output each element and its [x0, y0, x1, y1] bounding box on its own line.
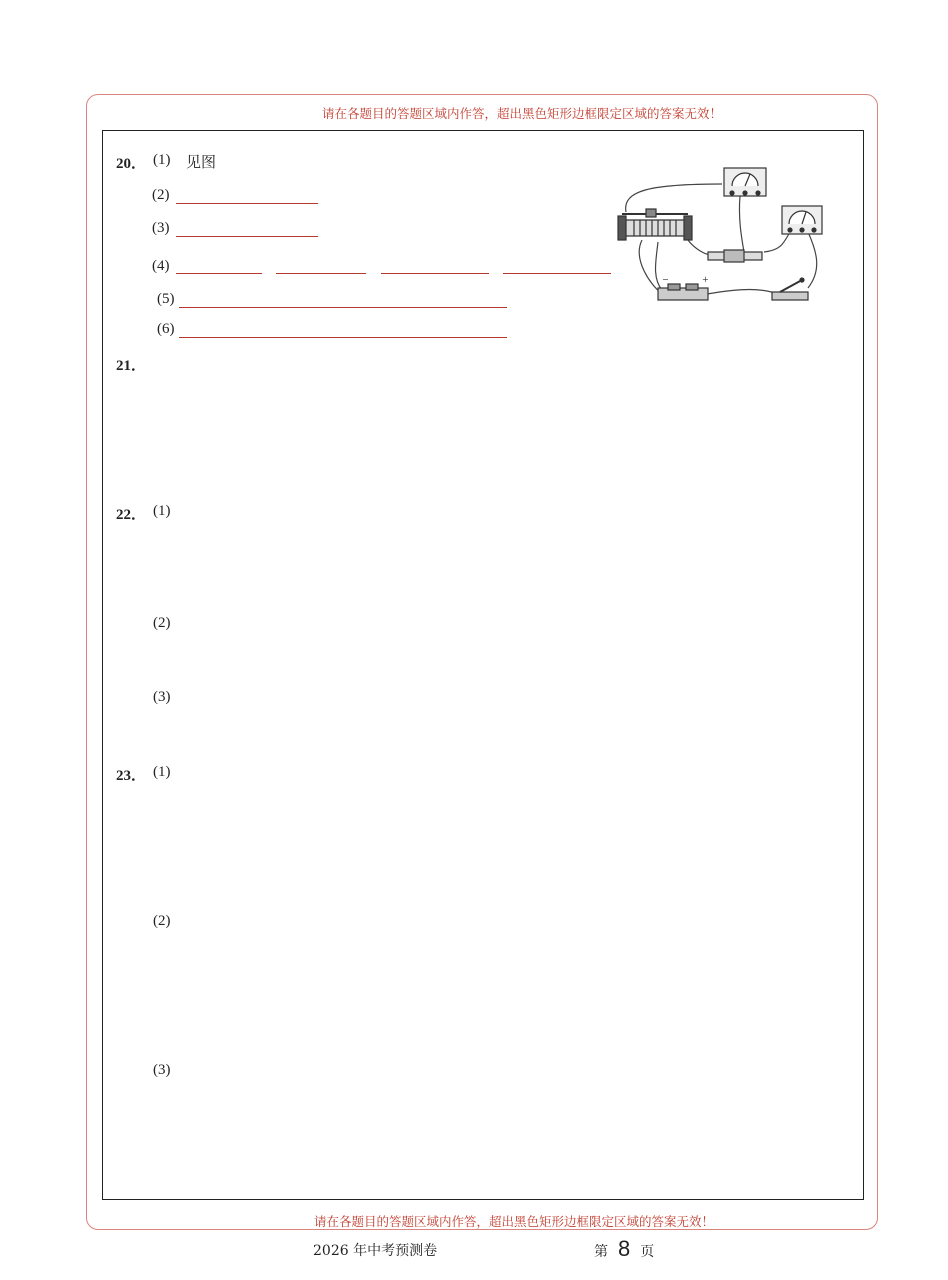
switch	[772, 278, 808, 300]
q20-part4-blank-4[interactable]	[503, 273, 611, 274]
page-prefix: 第	[594, 1244, 608, 1260]
q23-number: 23．	[116, 768, 147, 784]
q20-number: 20．	[116, 156, 147, 172]
exam-title: 2026 年中考预测卷	[313, 1243, 438, 1259]
page-indicator	[594, 1236, 654, 1262]
rheostat	[618, 209, 692, 240]
ammeter	[782, 206, 822, 234]
q20-part2-blank[interactable]	[176, 203, 318, 204]
bottom-notice: 请在各题目的答题区域内作答，超出黑色矩形边框限定区域的答案无效！	[313, 1214, 714, 1229]
q20-part3-blank[interactable]	[176, 236, 318, 237]
voltmeter	[724, 168, 766, 196]
q20-part4-blank-2[interactable]	[276, 273, 366, 274]
q20-part3-label: (3)	[152, 220, 170, 236]
q20-part4-blank-3[interactable]	[381, 273, 489, 274]
circuit-diagram	[612, 160, 838, 310]
q20-part1-text: 见图	[186, 153, 217, 171]
q21-number: 21．	[116, 358, 147, 374]
q22-number: 22．	[116, 507, 147, 523]
resistor	[708, 250, 762, 262]
svg-text:−: −	[662, 275, 669, 284]
q22-part3-label: (3)	[153, 689, 171, 705]
q20-part4-blank-1[interactable]	[176, 273, 262, 274]
q20-part2-label: (2)	[152, 187, 170, 203]
q23-part2-label: (2)	[153, 913, 171, 929]
page-number: 8	[618, 1236, 631, 1261]
q20-part4-label: (4)	[152, 258, 170, 274]
svg-text:+: +	[702, 275, 709, 284]
q20-part6-label: (6)	[157, 321, 175, 337]
page-suffix: 页	[640, 1244, 655, 1260]
battery	[658, 275, 709, 300]
q22-part1-label: (1)	[153, 503, 171, 519]
top-notice: 请在各题目的答题区域内作答，超出黑色矩形边框限定区域的答案无效！	[321, 106, 722, 121]
q23-part1-label: (1)	[153, 764, 171, 780]
q22-part2-label: (2)	[153, 615, 171, 631]
q20-part5-blank[interactable]	[179, 307, 507, 308]
q23-part3-label: (3)	[153, 1062, 171, 1078]
wire	[626, 184, 722, 212]
q20-part6-blank[interactable]	[179, 337, 507, 338]
q20-part5-label: (5)	[157, 291, 175, 307]
q20-part1-label: (1)	[153, 152, 171, 168]
